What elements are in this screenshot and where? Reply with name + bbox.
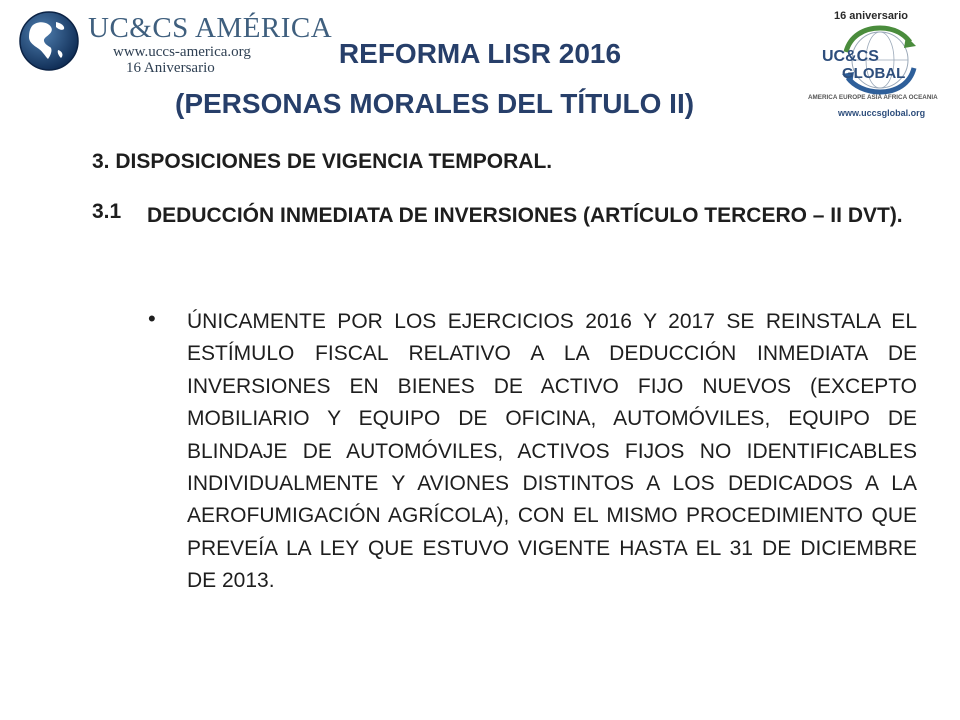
- logo-brand-line2: GLOBAL: [842, 65, 906, 82]
- bullet-paragraph: ÚNICAMENTE POR LOS EJERCICIOS 2016 Y 2017 SE REINSTALA EL ESTÍMULO FISCAL RELATIVO A LA DEDUCCIÓN INMEDIATA DE INVERSIONES EN BIENES DE ACTIVO FIJO NUEVOS (EXCEPTO MOBILIARIO Y EQUIPO DE OFICINA, AUTOMÓVILES, EQUIPO DE BLINDAJE DE AUTOMÓVILES, ACTIVOS FIJOS NO IDENTIFICABLES INDIVIDUALMENTE Y AVIONES DISTINTOS A LOS DEDICADOS A LA AEROFUMIGACIÓN AGRÍCOLA), CON EL MISMO PROCEDIMIENTO QUE PREVEÍA LA LEY QUE ESTUVO VIGENTE HASTA EL 31 DE DICIEMBRE DE 2013.: [187, 310, 917, 593]
- bullet-icon: •: [148, 306, 156, 331]
- slide-title: REFORMA LISR 2016: [338, 38, 622, 69]
- section-heading: 3. DISPOSICIONES DE VIGENCIA TEMPORAL.: [92, 150, 553, 173]
- subsection-number: 3.1: [92, 200, 122, 223]
- logo-url: www.uccs-america.org: [113, 44, 251, 60]
- slide-subtitle: (PERSONAS MORALES DEL TÍTULO II): [175, 88, 695, 119]
- logo-anniversary-badge: 16 aniversario: [834, 10, 908, 22]
- subsection-heading: DEDUCCIÓN INMEDIATA DE INVERSIONES (ARTÍCULO TERCERO – II DVT).: [147, 204, 903, 227]
- logo-website: www.uccsglobal.org: [838, 108, 926, 118]
- logo-anniversary: 16 Aniversario: [126, 60, 215, 76]
- logo-continents: AMERICA EUROPE ASIA AFRICA OCEANIA: [808, 94, 938, 101]
- logo-brand-name: UC&CS AMÉRICA: [88, 12, 333, 44]
- logo-brand-line1: UC&CS: [822, 48, 879, 65]
